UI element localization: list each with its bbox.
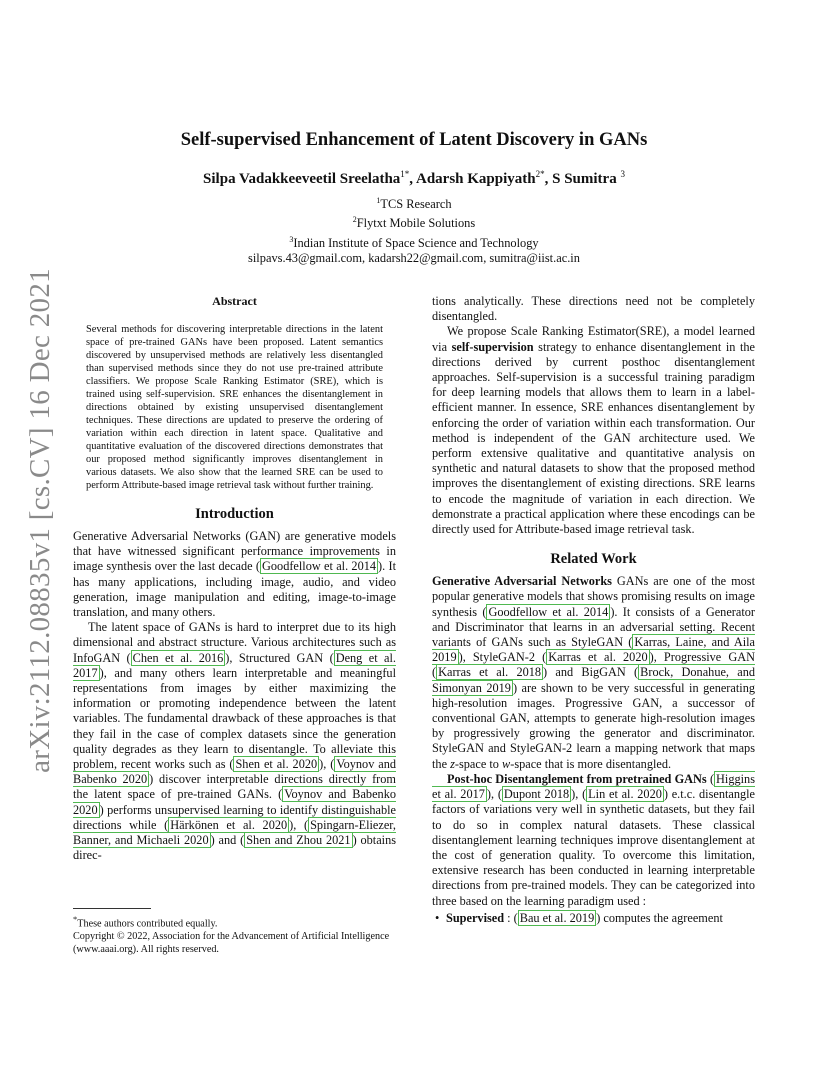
text-run: Generative Adversarial Networks (GAN) are generative models that have witnessed significant performance improvements in image synthesis over the last decade ( — [73, 529, 396, 574]
citation-link[interactable]: Chen et al. 2016 — [132, 650, 224, 665]
text-run: ). It consists of a Generator and Discriminator that learns in an adversarial setting. Recent variants of GANs such as StyleGAN ( — [432, 604, 755, 650]
citation-link[interactable]: Karras, Laine, and Aila 2019 — [432, 635, 755, 665]
citation-link[interactable]: Goodfellow et al. 2014 — [262, 559, 377, 574]
affil-mark: 2 — [352, 215, 357, 225]
learning-paradigm-list — [432, 911, 755, 926]
math-symbol: z — [450, 756, 455, 771]
footnote-divider — [73, 908, 151, 909]
affiliation-1 — [0, 193, 828, 212]
text-run: : ( — [504, 910, 518, 925]
paragraph-lead: Generative Adversarial Networks — [432, 574, 612, 589]
related-work-heading: Related Work — [550, 551, 637, 568]
affil-name: TCS Research — [380, 197, 452, 212]
intro-paragraph-2 — [73, 620, 396, 863]
author-separator: , — [544, 171, 553, 187]
author-1-affil: 1* — [400, 169, 410, 179]
abstract-heading: Abstract — [212, 294, 257, 308]
text-run: ), and many others learn interpretable and meaningful representations from images by either maximizing the information or promoting independence between the latent variables. The fundamental drawback of these approaches is that they fail in the case of complex datasets since the generation quality degrades as they learn to disentangle. To alleviate this problem, recent works such as ( — [73, 665, 396, 772]
math-symbol: w — [502, 756, 511, 771]
citation-link[interactable]: Deng et al. 2017 — [73, 650, 396, 680]
text-run: ). It has many applications, including image, audio, and video generation, image manipulation and editing, image-to-image translation, and many others. — [73, 559, 396, 620]
list-item-supervised — [432, 911, 755, 926]
affil-name: Flytxt Mobile Solutions — [356, 216, 476, 231]
intro-paragraph-3 — [432, 324, 755, 537]
text-run: ), ( — [486, 787, 502, 802]
equal-contribution-footnote — [73, 913, 396, 931]
affil-mark: 1 — [376, 196, 381, 205]
abstract-text: Several methods for discovering interpretable directions in the latent space of pre-trained GANs have been proposed. Latent semantics discovered by unsupervised methods are relatively less disentangled than supervised methods since they do not use pre-trained attribute classifiers. We propose Scale Ranking Estimator (SRE), which is trained using self-supervision. SRE enhances the disentanglement in directions obtained by existing unsupervised disentanglement techniques. These directions are updated to preserve the ordering of variation within each direction in latent space. Qualitative and quantitative evaluation of the discovered directions demonstrates that our proposed method significantly improves disentanglement in various datasets. We also show that the learned SRE can be used to perform Attribute-based image retrieval task without further training. — [86, 324, 383, 491]
citation-link[interactable]: Shen et al. 2020 — [235, 757, 318, 772]
citation-link[interactable]: Härkönen et al. 2020 — [170, 817, 288, 832]
text-run: ), ( — [319, 757, 335, 772]
affiliations — [0, 193, 828, 266]
affiliation-2 — [0, 212, 828, 231]
text-run: GANs are one of the most popular generative models that shows promising results on image synthesis ( — [432, 574, 756, 619]
citation-link[interactable]: Voynov and Babenko 2020 — [73, 757, 396, 787]
text-run: ) obtains direc- — [73, 833, 396, 863]
text-run: ), ( — [289, 817, 309, 832]
citation-link[interactable]: Karras et al. 2020 — [548, 650, 648, 665]
affil-mark: 3 — [289, 234, 294, 244]
author-separator: , — [409, 171, 416, 187]
author-2: Adarsh Kappiyath — [415, 171, 536, 187]
citation-link[interactable]: Spingarn-Eliezer, Banner, and Michaeli 2020 — [73, 817, 396, 848]
related-work-paragraph-1 — [432, 574, 755, 772]
author-2-affil: 2* — [535, 169, 545, 179]
citation-link[interactable]: Lin et al. 2020 — [588, 787, 662, 802]
footnote-mark: * — [73, 914, 78, 924]
paragraph-lead: Post-hoc Disentanglement from pretrained GANs — [447, 771, 707, 786]
copyright-notice: Copyright © 2022, Association for the Advancement of Artificial Intelligence (www.aaai.org). All rights reserved. — [73, 930, 390, 955]
text-run: The latent space of GANs is hard to interpret due to its high dimensional and abstract structure. Various architectures such as InfoGAN ( — [73, 620, 396, 665]
text-run: ), Structured GAN ( — [225, 650, 334, 665]
text-run: ), StyleGAN-2 ( — [458, 650, 547, 665]
citation-link[interactable]: Higgins et al. 2017 — [432, 771, 755, 802]
text-run: ) computes the agreement — [596, 910, 723, 925]
text-run: ( — [706, 771, 715, 786]
author-list — [0, 169, 828, 188]
text-run: ), ( — [571, 787, 587, 802]
text-run: ) performs unsupervised learning to identify distinguishable directions while ( — [73, 802, 396, 832]
citation-link[interactable]: Goodfellow et al. 2014 — [488, 604, 609, 619]
footnote-text: These authors contributed equally. — [77, 918, 218, 930]
footnote-block — [73, 908, 396, 956]
text-run: strategy to enhance disentanglement in the directions derived by current posthoc disentanglement approaches. Self-supervision is a successful training paradigm for deep learning models that allows them to learn in a label-efficient manner. In essence, SRE enhances disentanglement by enforcing the order of variation within each transformation. Our method is independent of the GAN architecture used. We perform extensive qualitative and quantitative analysis on synthetic and natural datasets to show that the proposed method improves the disentanglement of existing directions. SRE learns to encode the magnitude of variation in each direction. We demonstrate a practical application where these encodings can be directly used for Attribute-based image retrieval task. — [432, 339, 755, 537]
affiliation-3 — [0, 232, 828, 251]
author-emails: silpavs.43@gmail.com, kadarsh22@gmail.com, sumitra@iist.ac.in — [248, 250, 580, 265]
arxiv-identifier-stamp — [20, 267, 60, 773]
text-run: ) and BigGAN ( — [543, 665, 639, 680]
citation-link[interactable]: Brock, Donahue, and Simonyan 2019 — [432, 665, 755, 695]
text-run: ) discover interpretable directions directly from the latent space of pre-trained GANs. ( — [73, 772, 396, 802]
intro-paragraph-1 — [73, 529, 396, 620]
citation-link[interactable]: Voynov and Babenko 2020 — [73, 787, 396, 817]
affil-name: Indian Institute of Space Science and Technology — [293, 235, 539, 250]
author-1: Silpa Vadakkeeveetil Sreelatha — [203, 171, 401, 187]
author-3: S Sumitra — [552, 171, 621, 187]
introduction-heading: Introduction — [195, 506, 274, 522]
intro-paragraph-2-continued: tions analytically. These directions need not be completely disentangled. — [432, 294, 755, 324]
related-work-paragraph-2 — [432, 772, 755, 909]
left-column — [73, 294, 396, 863]
text-run: ) e.t.c. disentangle factors of variations very well in synthetic datasets, but they fail to do so in complex natural datasets. These classical disentanglement learning techniques improve disentanglement at the cost of generation quality. To overcome this limitation, extensive research has been conducted in learning interpretable directions from pre-trained models. They can be categorized into three based on the learning paradigm used : — [432, 787, 756, 908]
arxiv-stamp-text: arXiv:2112.08835v1 [cs.CV] 16 Dec 2021 — [23, 267, 56, 773]
citation-link[interactable]: Shen and Zhou 2021 — [246, 833, 351, 848]
list-item-lead: Supervised — [446, 910, 505, 925]
citation-link[interactable]: Dupont 2018 — [503, 787, 570, 802]
text-run: ), Progressive GAN ( — [432, 650, 755, 680]
text-run: We propose Scale Ranking Estimator(SRE), a model learned via — [432, 324, 755, 354]
emphasis-text: self-supervision — [451, 339, 534, 354]
author-3-affil: 3 — [620, 169, 625, 179]
right-column — [432, 294, 755, 926]
citation-link[interactable]: Bau et al. 2019 — [519, 910, 595, 925]
text-run: -space that is more disentangled. — [510, 756, 672, 771]
text-run: -space to — [454, 756, 503, 771]
text-run: ) and ( — [210, 833, 245, 848]
citation-link[interactable]: Karras et al. 2018 — [438, 665, 542, 680]
paper-title: Self-supervised Enhancement of Latent Discovery in GANs — [180, 130, 648, 150]
text-run: ) are shown to be very successful in generating high-resolution images. Progressive GAN, a successor of conventional GAN, attempts to generate high-resolution images by progressively growing the generator and discriminator. StyleGAN and StyleGAN-2 learn a mapping network that maps the — [432, 680, 755, 771]
